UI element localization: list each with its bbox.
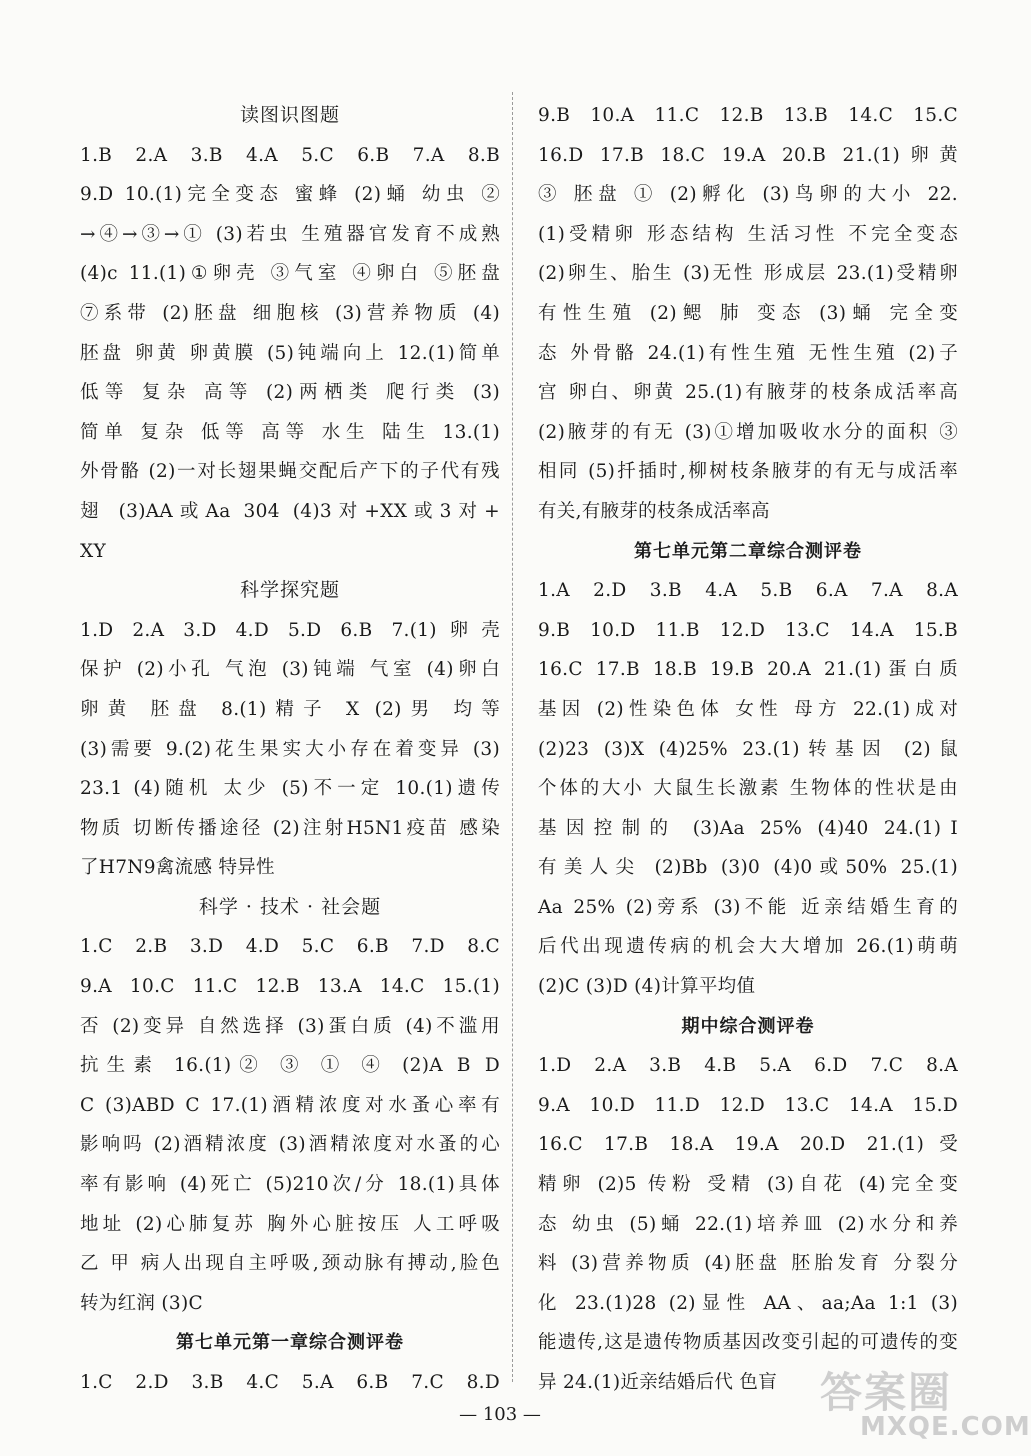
answer-line: 地址 (2)心肺复苏 胸外心脏按压 人工呼吸 — [80, 1213, 500, 1235]
answer-line: 抗生素 16.(1)② ③ ① ④ (2)A B D — [80, 1055, 500, 1077]
answer-line: 保护 (2)小孔 气泡 (3)钝端 气室 (4)卵白 — [80, 659, 500, 681]
answer-line: (2)23 (3)X (4)25% 23.(1)转基因 (2)鼠 — [538, 738, 958, 760]
section-heading: 科学 · 技术 · 社会题 — [198, 895, 382, 918]
section-heading: 第七单元第二章综合测评卷 — [634, 540, 862, 562]
answer-line: 9.B 10.A 11.C 12.B 13.B 14.C 15.C — [538, 105, 958, 126]
answer-line: 9.A 10.D 11.D 12.D 13.C 14.A 15.D — [538, 1094, 958, 1116]
watermark-logo — [790, 1360, 1031, 1452]
answer-line: 9.A 10.C 11.C 12.B 13.A 14.C 15.(1) — [80, 976, 500, 998]
answer-line: 乙 甲 病人出现自主呼吸,颈动脉有搏动,脸色 — [80, 1253, 500, 1275]
answer-line: 转为红润 (3)C — [80, 1292, 203, 1314]
answer-line: 有美人尖 (2)Bb (3)0 (4)0或50% 25.(1) — [538, 857, 958, 879]
answer-line: 了H7N9禽流感 特异性 — [80, 857, 275, 879]
answer-line: (4)c 11.(1)①卵壳 ③气室 ④卵白 ⑤胚盘 — [80, 263, 500, 285]
answer-line: 异 24.(1)近亲结婚后代 色盲 — [538, 1372, 777, 1393]
watermark-cn: 答案圈 — [820, 1368, 953, 1417]
answer-line: 9.D 10.(1)完全变态 蜜蜂 (2)蛹 幼虫 ② — [80, 184, 500, 206]
answer-line: 物质 切断传播途径 (2)注射H5N1疫苗 感染 — [80, 817, 500, 839]
answer-line: 率有影响 (4)死亡 (5)210次/分 18.(1)具体 — [80, 1174, 500, 1196]
answer-line: ⑦系带 (2)胚盘 细胞核 (3)营养物质 (4) — [80, 302, 500, 324]
right-column — [538, 96, 958, 1403]
answer-line: 外骨骼 (2)一对长翅果蝇交配后产下的子代有残 — [80, 461, 500, 483]
answer-line: 16.C 17.B 18.A 19.A 20.D 21.(1)受 — [538, 1134, 958, 1156]
left-column — [80, 96, 500, 1403]
answer-line: 翅 (3)AA或Aa 304 (4)3对+XX或3对+ — [80, 500, 500, 522]
answer-line: 有性生殖 (2)鳃 肺 变态 (3)蛹 完全变 — [538, 302, 958, 324]
answer-line: 影响吗 (2)酒精浓度 (3)酒精浓度对水蚤的心 — [80, 1134, 500, 1156]
answer-line: 16.D 17.B 18.C 19.A 20.B 21.(1)卵黄 — [538, 144, 958, 166]
answer-line: 简单 复杂 低等 高等 水生 陆生 13.(1) — [80, 421, 500, 443]
answer-line: 1.C 2.B 3.D 4.D 5.C 6.B 7.D 8.C — [80, 936, 500, 958]
answer-line: 料 (3)营养物质 (4)胚盘 胚胎发育 分裂分 — [538, 1253, 958, 1275]
answer-line: 胚盘 卵黄 卵黄膜 (5)钝端向上 12.(1)简单 — [80, 342, 500, 364]
answer-line: ③ 胚盘 ① (2)孵化 (3)鸟卵的大小 22. — [538, 184, 958, 206]
answer-line: 有关,有腋芽的枝条成活率高 — [538, 500, 770, 522]
answer-line: 1.B 2.A 3.B 4.A 5.C 6.B 7.A 8.B — [80, 144, 500, 166]
answer-line: 基因控制的 (3)Aa 25% (4)40 24.(1)Ⅰ — [538, 817, 958, 839]
answer-line: 1.C 2.D 3.B 4.C 5.A 6.B 7.C 8.D — [80, 1372, 500, 1393]
answer-line: 16.C 17.B 18.B 19.B 20.A 21.(1)蛋白质 — [538, 659, 958, 681]
answer-line: 9.B 10.D 11.B 12.D 13.C 14.A 15.B — [538, 619, 958, 641]
page-number: — 103 — — [459, 1404, 541, 1425]
answer-line: 1.D 2.A 3.D 4.D 5.D 6.B 7.(1)卵壳 — [80, 619, 500, 641]
answer-line: Aa 25% (2)旁系 (3)不能 近亲结婚生育的 — [538, 896, 958, 918]
answer-line: 1.D 2.A 3.B 4.B 5.A 6.D 7.C 8.A — [538, 1055, 958, 1077]
answer-line: 态 外骨骼 24.(1)有性生殖 无性生殖 (2)子 — [538, 342, 958, 364]
watermark-en: MXQE.COM — [860, 1412, 1031, 1442]
answer-line: 能遗传,这是遗传物质基因改变引起的可遗传的变 — [538, 1332, 958, 1354]
section-heading: 第七单元第一章综合测评卷 — [176, 1332, 404, 1354]
answer-line: 相同 (5)扦插时,柳树枝条腋芽的有无与成活率 — [538, 461, 958, 483]
section-heading: 科学探究题 — [239, 579, 340, 602]
answer-line: (3)需要 9.(2)花生果实大小存在着变异 (3) — [80, 738, 500, 760]
answer-line: 精卵 (2)5 传粉 受精 (3)自花 (4)完全变 — [538, 1174, 958, 1196]
column-divider — [512, 92, 513, 1382]
answer-line: 1.A 2.D 3.B 4.A 5.B 6.A 7.A 8.A — [538, 580, 958, 602]
section-heading: 读图识图题 — [239, 104, 340, 126]
answer-line: 化 23.(1)28 (2)显性 AA、aa;Aa 1:1 (3) — [538, 1292, 958, 1314]
answer-line: 态 幼虫 (5)蛹 22.(1)培养皿 (2)水分和养 — [538, 1213, 958, 1235]
answer-line: →④→③→① (3)若虫 生殖器官发育不成熟 — [80, 223, 500, 245]
answer-line: 否 (2)变异 自然选择 (3)蛋白质 (4)不滥用 — [80, 1015, 500, 1037]
answer-line: (2)腋芽的有无 (3)①增加吸收水分的面积 ③ — [538, 421, 958, 443]
answer-line: (1)受精卵 形态结构 生活习性 不完全变态 — [538, 223, 958, 245]
answer-line: 宫 卵白、卵黄 25.(1)有腋芽的枝条成活率高 — [538, 382, 958, 404]
section-heading: 期中综合测评卷 — [681, 1015, 815, 1037]
answer-line: 卵黄 胚盘 8.(1)精子 X (2)男 均等 — [80, 698, 500, 720]
answer-line: 低等 复杂 高等 (2)两栖类 爬行类 (3) — [80, 382, 500, 404]
answer-line: 基因 (2)性染色体 女性 母方 22.(1)成对 — [538, 698, 958, 720]
answer-line: (2)C (3)D (4)计算平均值 — [538, 976, 756, 998]
answer-line: XY — [80, 540, 106, 562]
answer-line: 后代出现遗传病的机会大大增加 26.(1)萌萌 — [538, 936, 958, 958]
answer-line: C (3)ABD C 17.(1)酒精浓度对水蚤心率有 — [80, 1094, 500, 1116]
answer-line: 个体的大小 大鼠生长激素 生物体的性状是由 — [538, 778, 958, 800]
answer-line: (2)卵生、胎生 (3)无性 形成层 23.(1)受精卵 — [538, 263, 958, 285]
answer-line: 23.1 (4)随机 太少 (5)不一定 10.(1)遗传 — [80, 778, 500, 800]
